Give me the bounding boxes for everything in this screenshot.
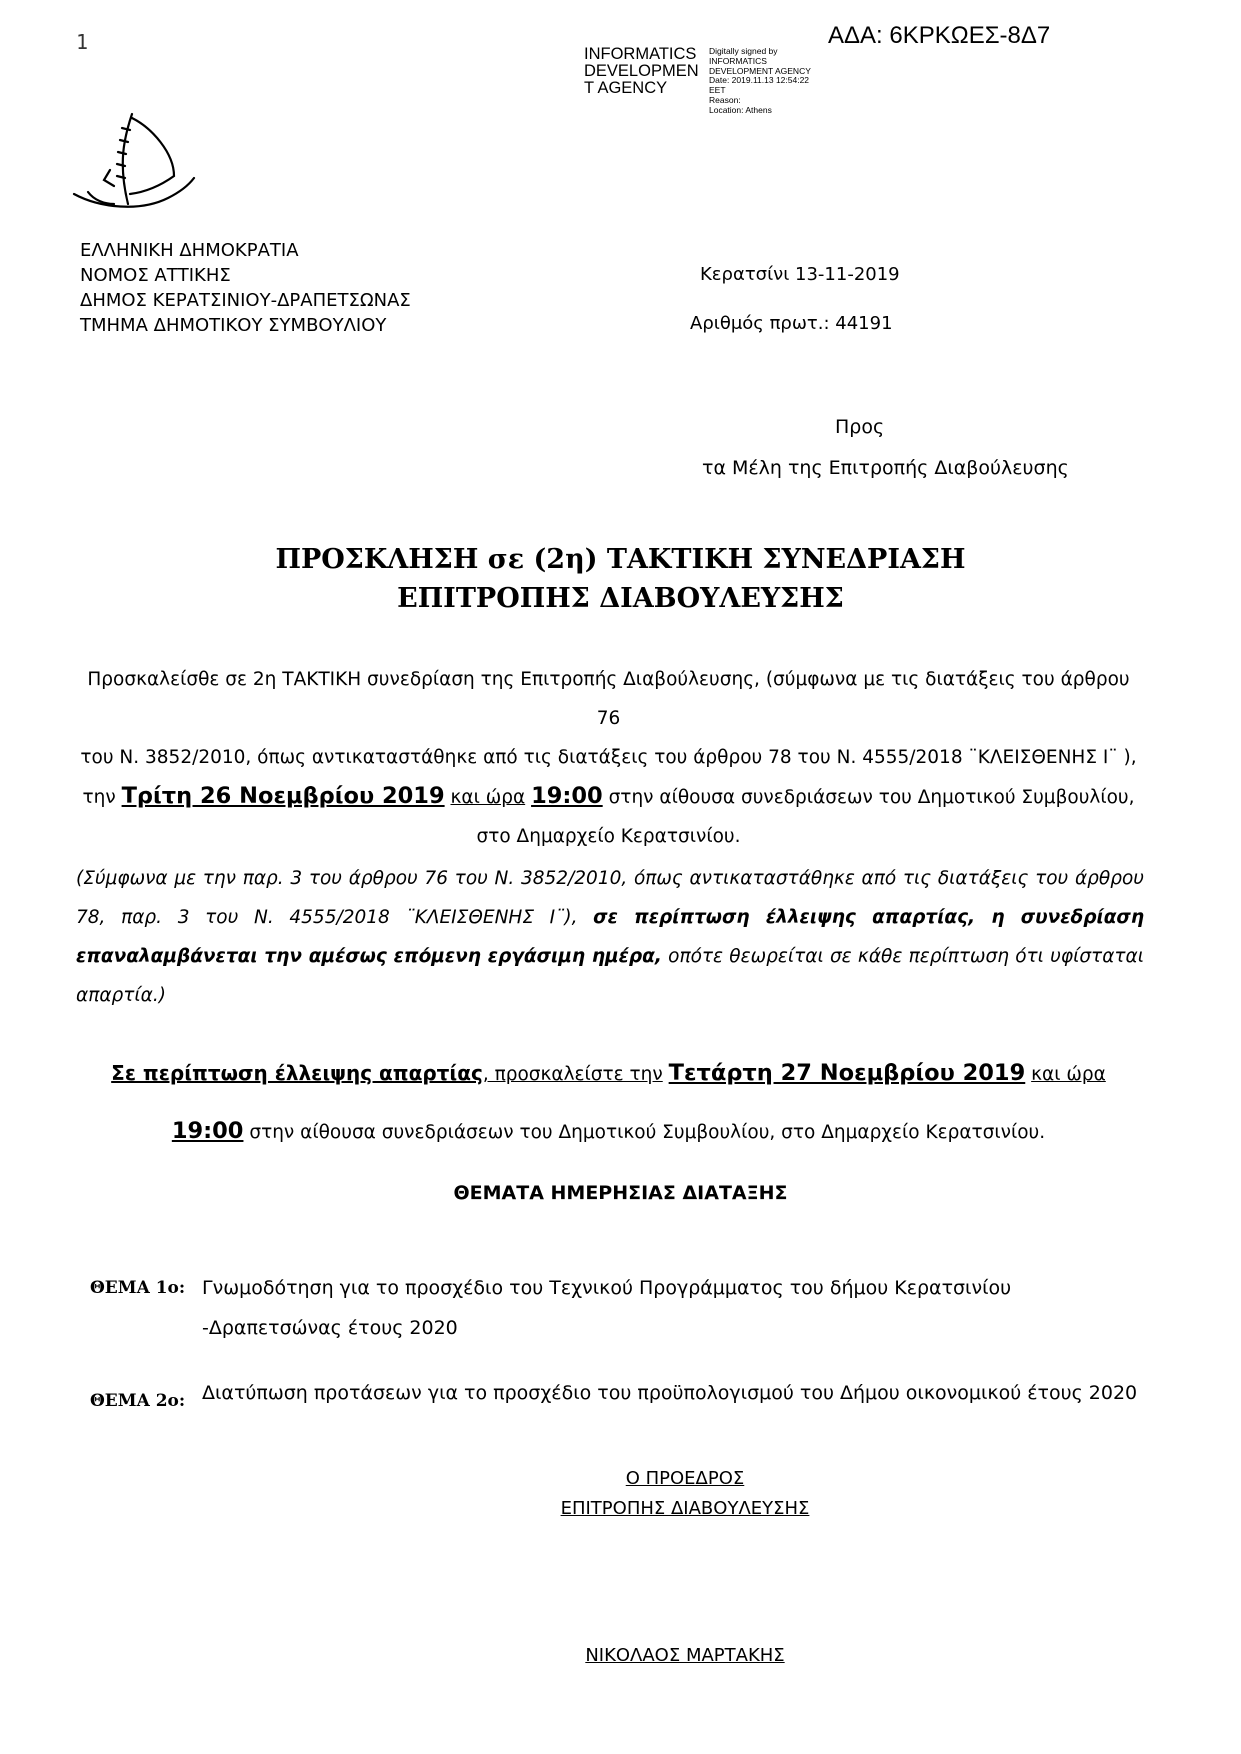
signature-detail-line: Reason:	[709, 94, 741, 105]
fallback-date: Τετάρτη 27 Νοεμβρίου 2019	[668, 1060, 1026, 1086]
signature-detail-line: Digitally signed by	[709, 46, 778, 56]
issuer-line: ΕΛΛΗΝΙΚΗ ΔΗΜΟΚΡΑΤΙΑ	[80, 240, 299, 261]
fallback-line	[76, 1103, 1141, 1161]
note-intro: (Σύμφωνα με την παρ. 3 του άρθρου 76 του Ν. 3852/2010, όπως αντικαταστάθηκε από τις διατάξεις του άρθρου 78, παρ. 3 του Ν. 4555/2018 ¨ΚΛΕΙΣΘΕΝΗΣ Ι¨),	[76, 868, 1144, 928]
recipient-name: τα Μέλη της Επιτροπής Διαβούλευσης	[702, 457, 1069, 479]
issuer-block	[80, 238, 411, 338]
meeting-location: στο Δημαρχείο Κερατσινίου.	[476, 826, 741, 847]
fallback-invite: , προσκαλείστε την	[482, 1064, 663, 1085]
page-number: 1	[76, 30, 89, 54]
signer-line: T AGENCY	[584, 79, 668, 97]
agenda-item-label: ΘΕΜΑ 2ο:	[90, 1391, 186, 1411]
signer-line: DEVELOPMEN	[584, 62, 699, 80]
signoff-role-line: ΕΠΙΤΡΟΠΗΣ ΔΙΑΒΟΥΛΕΥΣΗΣ	[560, 1498, 810, 1519]
fallback-and-time: και ώρα	[1031, 1064, 1106, 1085]
agenda-item-text: Διατύπωση προτάσεων για το προσχέδιο του προϋπολογισμού του Δήμου οικονομικού έτους 2020	[202, 1382, 1138, 1404]
municipality-logo	[70, 108, 200, 218]
protocol-number: Αριθμός πρωτ.: 44191	[690, 313, 893, 334]
quorum-note	[76, 859, 1144, 1015]
meeting-place: στην αίθουσα συνεδριάσεων του Δημοτικού Συμβουλίου,	[608, 787, 1135, 808]
fallback-paragraph	[76, 1045, 1141, 1161]
fallback-place: στην αίθουσα συνεδριάσεων του Δημοτικού Συμβουλίου, στο Δημαρχείο Κερατσινίου.	[249, 1122, 1046, 1143]
signature-details	[709, 47, 811, 116]
pre-date-text: την	[82, 787, 116, 808]
signature-detail-line: INFORMATICS	[709, 55, 767, 66]
signature-detail-line: Date: 2019.11.13 12:54:22	[709, 75, 810, 86]
signoff-role	[555, 1464, 815, 1524]
fallback-time: 19:00	[171, 1118, 244, 1144]
recipient-to: Προς	[835, 416, 885, 438]
signature-detail-line: Location: Athens	[709, 104, 772, 115]
signer-line: INFORMATICS	[584, 45, 697, 63]
meeting-time: 19:00	[531, 783, 603, 809]
ada-code: ΑΔΑ: 6ΚΡΚΩΕΣ-8Δ7	[828, 22, 1051, 49]
invitation-paragraph	[76, 660, 1141, 856]
signature-detail-line: EET	[709, 85, 726, 96]
document-title	[0, 540, 1241, 618]
signoff-role-line: Ο ΠΡΟΕΔΡΟΣ	[625, 1468, 745, 1489]
signoff-name: ΝΙΚΟΛΑΟΣ ΜΑΡΤΑΚΗΣ	[585, 1645, 785, 1666]
note-outro: οπότε θεωρείται σε κάθε περίπτωση ότι υφίσταται απαρτία.)	[76, 946, 1144, 1006]
agenda-item-text: Γνωμοδότηση για το προσχέδιο του Τεχνικού Προγράμματος του δήμου Κερατσινίου -Δραπετσώνας έτους 2020	[202, 1277, 1012, 1339]
issuer-line: ΝΟΜΟΣ ΑΤΤΙΚΗΣ	[80, 265, 231, 286]
note-bold: σε περίπτωση έλλειψης απαρτίας, η συνεδρίαση επαναλαμβάνεται την αμέσως επόμενη εργάσιμη ημέρα,	[76, 907, 1144, 967]
meeting-date: Τρίτη 26 Νοεμβρίου 2019	[121, 783, 445, 809]
and-time-text: και ώρα	[450, 787, 526, 808]
signature-detail-line: DEVELOPMENT AGENCY	[709, 65, 811, 76]
document-date: Κερατσίνι 13-11-2019	[700, 264, 900, 285]
title-line: ΕΠΙΤΡΟΠΗΣ ΔΙΑΒΟΥΛΕΥΣΗΣ	[397, 583, 844, 614]
signature-signer	[584, 46, 699, 97]
agenda-heading: ΘΕΜΑΤΑ ΗΜΕΡΗΣΙΑΣ ΔΙΑΤΑΞΗΣ	[453, 1182, 788, 1204]
title-line: ΠΡΟΣΚΛΗΣΗ σε (2η) ΤΑΚΤΙΚΗ ΣΥΝΕΔΡΙΑΣΗ	[275, 544, 966, 575]
invitation-line: του Ν. 3852/2010, όπως αντικαταστάθηκε από τις διατάξεις του άρθρου 78 του Ν. 4555/2018 ¨ΚΛΕΙΣΘΕΝΗΣ Ι¨ ),	[80, 747, 1137, 768]
invitation-datetime-line	[76, 777, 1141, 817]
fallback-lead: Σε περίπτωση έλλειψης απαρτίας	[111, 1061, 483, 1085]
agenda-item-label: ΘΕΜΑ 1ο:	[90, 1278, 186, 1298]
invitation-line: Προσκαλείσθε σε 2η ΤΑΚΤΙΚΗ συνεδρίαση της Επιτροπής Διαβούλευσης, (σύμφωνα με τις διατάξεις του άρθρου 76	[87, 669, 1130, 729]
fallback-line	[76, 1045, 1141, 1103]
issuer-line: ΔΗΜΟΣ ΚΕΡΑΤΣΙΝΙΟΥ-ΔΡΑΠΕΤΣΩΝΑΣ	[80, 290, 411, 311]
issuer-line: ΤΜΗΜΑ ΔΗΜΟΤΙΚΟΥ ΣΥΜΒΟΥΛΙΟΥ	[80, 315, 387, 336]
